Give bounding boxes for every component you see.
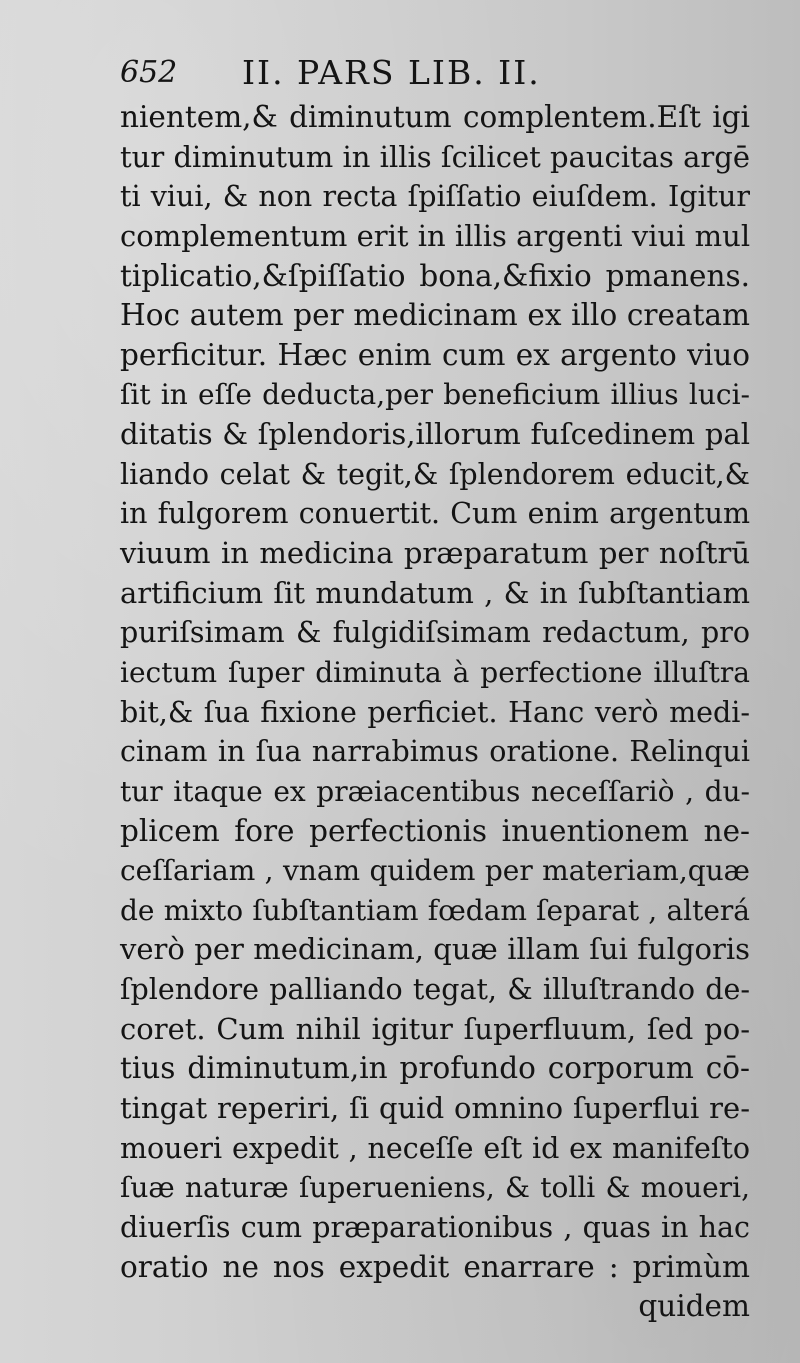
text-line: viuum in medicina præparatum per noſtrū [120,536,750,571]
running-head: II. PARS LIB. II. [242,53,541,92]
text-line: ſplendore palliando tegat, & illuſtrando de- [120,973,750,1007]
text-line: ſuæ naturæ ſuperueniens, & tolli & moueri, [120,1171,750,1205]
text-line: verò per medicinam, quæ illam ſui fulgoris [120,932,750,967]
text-line: artificium ſit mundatum , & in ſubſtantiam [120,575,750,610]
page-number: 652 [120,55,178,90]
text-line: cinam in ſua narrabimus oratione. Relinqui [120,735,750,769]
catchword: quidem [638,1289,750,1324]
text-line: Hoc autem per medicinam ex illo creatam [120,298,750,333]
text-line: moueri expedit , neceſſe eſt id ex manifeſto [120,1131,750,1165]
text-line: puriſsimam & fulgidiſsimam redactum, pro [120,616,750,650]
page-header [120,48,760,98]
text-line: plicem fore perfectionis inuentionem ne- [120,813,750,848]
text-line: diuerſis cum præparationibus , quas in hac [120,1210,750,1244]
body-text [120,98,750,1327]
text-line: liando celat & tegit,& ſplendorem educit,& [120,457,750,491]
text-line: ſit in eſſe deducta,per beneficium illius luci- [120,378,750,412]
text-line: coret. Cum nihil igitur ſuperfluum, ſed po- [120,1011,750,1046]
text-line: ti viui, & non recta ſpiſſatio eiuſdem. Igitur [120,180,750,214]
text-line: perficitur. Hæc enim cum ex argento viuo [120,337,750,372]
text-line: tiplicatio,&ſpiſſatio bona,&fixio pmanens. [120,258,750,293]
text-line: in fulgorem conuertit. Cum enim argentum [120,497,750,531]
text-line: de mixto ſubſtantiam fœdam ſeparat , alterá [120,893,750,927]
text-line: ditatis & ſplendoris,illorum fuſcedinem pal [120,417,750,452]
text-line: complementum erit in illis argenti viui mul [120,218,751,253]
text-line: tingat reperiri, ſi quid omnino ſuperflui re- [120,1091,750,1126]
text-line: tur itaque ex præiacentibus neceſſariò , du- [120,774,750,808]
text-line: tur diminutum in illis ſcilicet paucitas argē [120,139,750,174]
text-line: oratio ne nos expedit enarrare : primùm [120,1249,750,1284]
text-line: ceſſariam , vnam quidem per materiam,quæ [120,854,750,888]
text-line: bit,& ſua fixione perficiet. Hanc verò medi- [120,695,750,729]
text-line: nientem,& diminutum complentem.Eſt igi [120,100,750,134]
text-line: iectum ſuper diminuta à perfectione illuſtra [120,655,750,689]
text-line: tius diminutum,in profundo corporum cō- [120,1051,750,1086]
